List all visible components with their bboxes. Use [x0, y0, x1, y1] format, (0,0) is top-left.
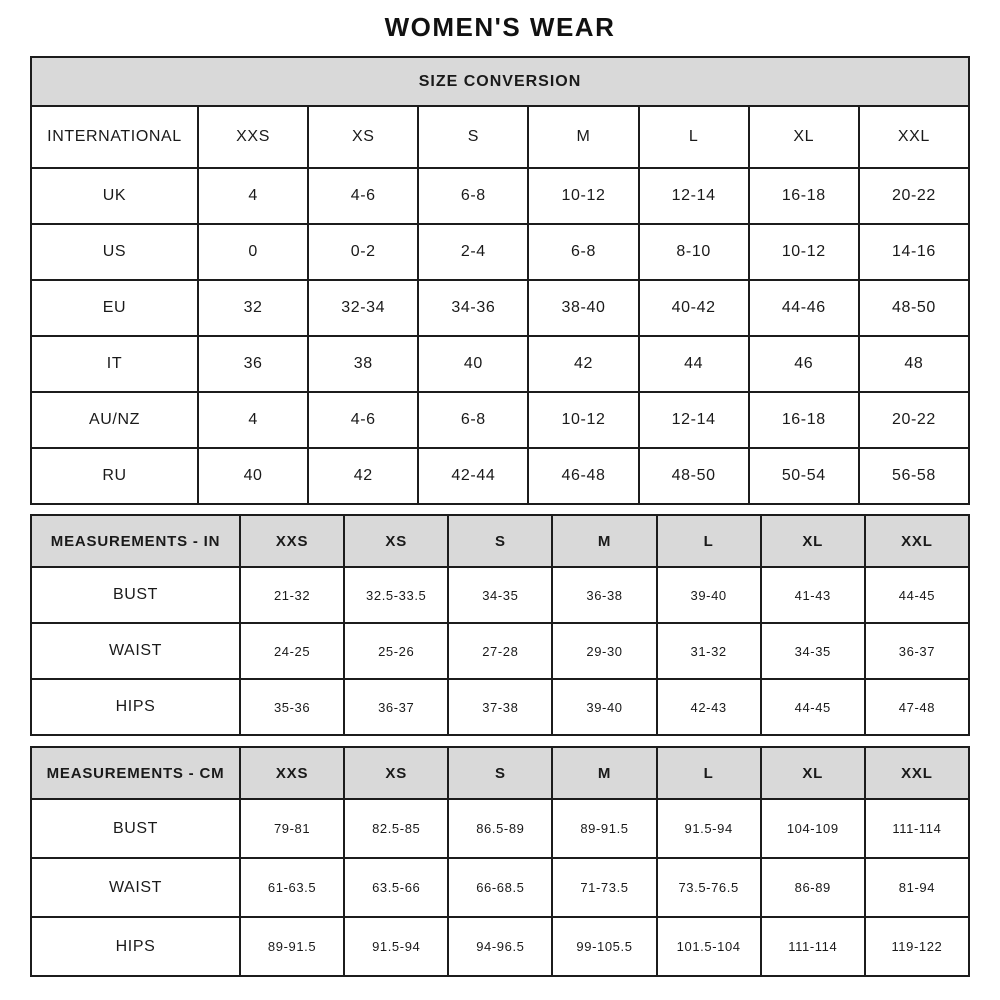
table-cell: 29-30	[552, 623, 656, 679]
table-cell: 91.5-94	[657, 799, 761, 858]
table-cell: 27-28	[448, 623, 552, 679]
row-label: WAIST	[31, 623, 240, 679]
table-cell: 12-14	[639, 168, 749, 224]
table-cell: 36-37	[865, 623, 969, 679]
column-header-xxl: XXL	[865, 747, 969, 799]
table-row-uk	[31, 168, 969, 224]
table-cell: 73.5-76.5	[657, 858, 761, 917]
table-row-it	[31, 336, 969, 392]
table-cell: 4-6	[308, 392, 418, 448]
table-cell: 4	[198, 168, 308, 224]
table-cell: 44-46	[749, 280, 859, 336]
column-header-xs: XS	[308, 106, 418, 168]
size-conversion-caption-row	[31, 57, 969, 106]
table-cell: 111-114	[761, 917, 865, 976]
table-cell: 86-89	[761, 858, 865, 917]
table-cell: 104-109	[761, 799, 865, 858]
table-row-us	[31, 224, 969, 280]
measurements-cm-table	[30, 746, 970, 977]
table-cell: 82.5-85	[344, 799, 448, 858]
table-cell: 40	[418, 336, 528, 392]
column-header-m: M	[552, 747, 656, 799]
size-conversion-table	[30, 56, 970, 505]
table-cell: 32-34	[308, 280, 418, 336]
table-cell: 63.5-66	[344, 858, 448, 917]
column-header-s: S	[448, 515, 552, 567]
table-cell: 39-40	[552, 679, 656, 735]
table-cell: 6-8	[528, 224, 638, 280]
column-header-s: S	[418, 106, 528, 168]
table-cell: 34-35	[761, 623, 865, 679]
table-cell: 91.5-94	[344, 917, 448, 976]
table-cell: 25-26	[344, 623, 448, 679]
table-cell: 40	[198, 448, 308, 504]
size-conversion-title: SIZE CONVERSION	[31, 57, 969, 106]
measurements-cm-body	[31, 799, 969, 976]
row-label: BUST	[31, 567, 240, 623]
column-header-xl: XL	[761, 515, 865, 567]
table-cell: 37-38	[448, 679, 552, 735]
table-cell: 10-12	[749, 224, 859, 280]
measurements-in-header-row	[31, 515, 969, 567]
table-cell: 2-4	[418, 224, 528, 280]
table-row-waist	[31, 623, 969, 679]
table-cell: 56-58	[859, 448, 969, 504]
table-cell: 48-50	[639, 448, 749, 504]
table-cell: 81-94	[865, 858, 969, 917]
table-cell: 47-48	[865, 679, 969, 735]
table-cell: 79-81	[240, 799, 344, 858]
table-cell: 16-18	[749, 168, 859, 224]
column-header-xl: XL	[749, 106, 859, 168]
column-header-m: M	[528, 106, 638, 168]
table-cell: 10-12	[528, 392, 638, 448]
table-cell: 21-32	[240, 567, 344, 623]
column-header-xl: XL	[761, 747, 865, 799]
table-cell: 6-8	[418, 168, 528, 224]
size-conversion-body	[31, 168, 969, 504]
table-row-au-nz	[31, 392, 969, 448]
column-header-l: L	[639, 106, 749, 168]
table-row-eu	[31, 280, 969, 336]
column-header-xxs: XXS	[240, 515, 344, 567]
measurements-in-table	[30, 514, 970, 736]
column-header-m: M	[552, 515, 656, 567]
table-cell: 31-32	[657, 623, 761, 679]
table-row-hips	[31, 917, 969, 976]
table-cell: 46	[749, 336, 859, 392]
table-cell: 32.5-33.5	[344, 567, 448, 623]
row-label: BUST	[31, 799, 240, 858]
table-cell: 111-114	[865, 799, 969, 858]
measurements-in-title: MEASUREMENTS - IN	[31, 515, 240, 567]
row-label: WAIST	[31, 858, 240, 917]
table-row-hips	[31, 679, 969, 735]
row-label: EU	[31, 280, 198, 336]
table-cell: 44-45	[865, 567, 969, 623]
table-cell: 44	[639, 336, 749, 392]
table-cell: 41-43	[761, 567, 865, 623]
row-label: IT	[31, 336, 198, 392]
row-label: HIPS	[31, 679, 240, 735]
row-label: HIPS	[31, 917, 240, 976]
table-cell: 66-68.5	[448, 858, 552, 917]
table-cell: 94-96.5	[448, 917, 552, 976]
table-cell: 34-36	[418, 280, 528, 336]
table-cell: 0	[198, 224, 308, 280]
table-cell: 86.5-89	[448, 799, 552, 858]
row-label: UK	[31, 168, 198, 224]
table-cell: 42	[528, 336, 638, 392]
column-header-xs: XS	[344, 747, 448, 799]
table-cell: 40-42	[639, 280, 749, 336]
table-row-bust	[31, 799, 969, 858]
column-header-international: INTERNATIONAL	[31, 106, 198, 168]
column-header-xxs: XXS	[198, 106, 308, 168]
column-header-xs: XS	[344, 515, 448, 567]
table-cell: 4	[198, 392, 308, 448]
table-row-waist	[31, 858, 969, 917]
table-cell: 39-40	[657, 567, 761, 623]
table-cell: 10-12	[528, 168, 638, 224]
measurements-cm-title: MEASUREMENTS - CM	[31, 747, 240, 799]
table-cell: 6-8	[418, 392, 528, 448]
table-cell: 61-63.5	[240, 858, 344, 917]
table-cell: 32	[198, 280, 308, 336]
table-cell: 99-105.5	[552, 917, 656, 976]
table-cell: 89-91.5	[552, 799, 656, 858]
table-cell: 38	[308, 336, 418, 392]
row-label: RU	[31, 448, 198, 504]
table-cell: 42-43	[657, 679, 761, 735]
table-cell: 44-45	[761, 679, 865, 735]
table-cell: 42	[308, 448, 418, 504]
table-cell: 46-48	[528, 448, 638, 504]
table-row-bust	[31, 567, 969, 623]
table-cell: 119-122	[865, 917, 969, 976]
table-cell: 36-37	[344, 679, 448, 735]
table-cell: 0-2	[308, 224, 418, 280]
row-label: US	[31, 224, 198, 280]
table-cell: 35-36	[240, 679, 344, 735]
table-cell: 36	[198, 336, 308, 392]
column-header-xxs: XXS	[240, 747, 344, 799]
table-cell: 101.5-104	[657, 917, 761, 976]
table-cell: 20-22	[859, 392, 969, 448]
page-title: WOMEN'S WEAR	[384, 12, 616, 42]
column-header-xxl: XXL	[865, 515, 969, 567]
table-cell: 48-50	[859, 280, 969, 336]
table-cell: 34-35	[448, 567, 552, 623]
table-cell: 16-18	[749, 392, 859, 448]
size-conversion-columns-row	[31, 106, 969, 168]
table-cell: 50-54	[749, 448, 859, 504]
table-cell: 8-10	[639, 224, 749, 280]
table-cell: 42-44	[418, 448, 528, 504]
column-header-xxl: XXL	[859, 106, 969, 168]
table-cell: 4-6	[308, 168, 418, 224]
table-cell: 89-91.5	[240, 917, 344, 976]
column-header-l: L	[657, 515, 761, 567]
table-cell: 36-38	[552, 567, 656, 623]
column-header-l: L	[657, 747, 761, 799]
table-row-ru	[31, 448, 969, 504]
row-label: AU/NZ	[31, 392, 198, 448]
table-cell: 12-14	[639, 392, 749, 448]
table-cell: 71-73.5	[552, 858, 656, 917]
measurements-in-body	[31, 567, 969, 735]
measurements-cm-header-row	[31, 747, 969, 799]
table-cell: 14-16	[859, 224, 969, 280]
table-cell: 38-40	[528, 280, 638, 336]
column-header-s: S	[448, 747, 552, 799]
table-cell: 20-22	[859, 168, 969, 224]
table-cell: 48	[859, 336, 969, 392]
table-cell: 24-25	[240, 623, 344, 679]
